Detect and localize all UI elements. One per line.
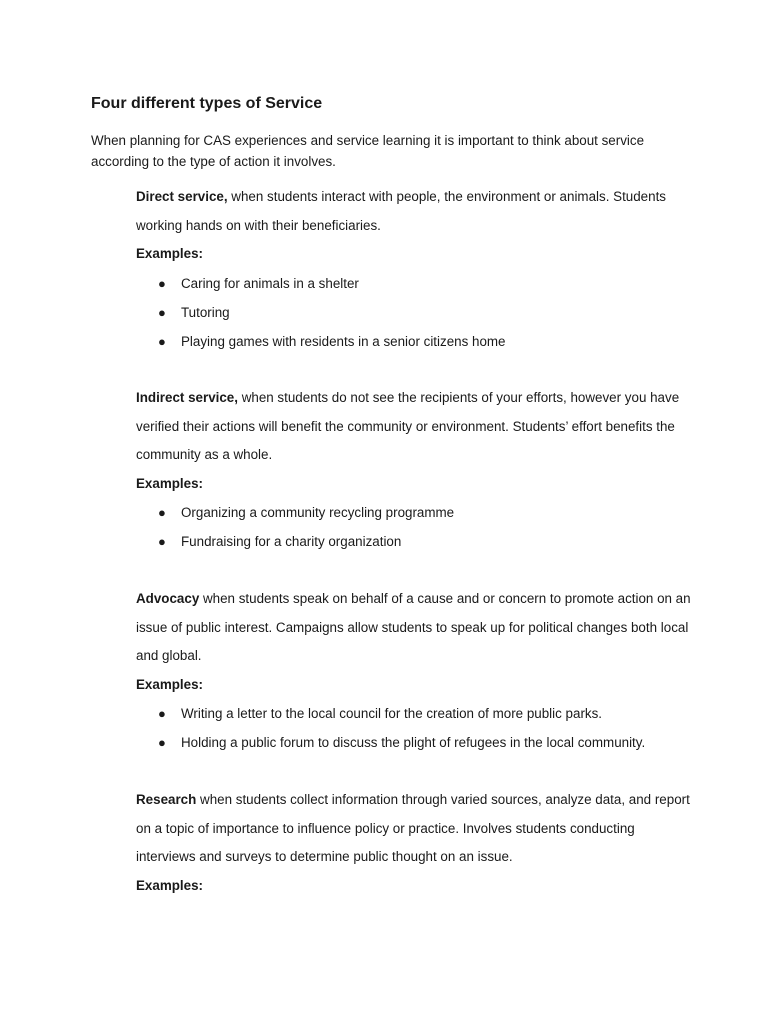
section-text: when students collect information through varied sources, analyze data, and report on a topic of importance to influence policy or practice. Involves students conducting interviews and surveys to determine public thought on an issue.	[136, 792, 690, 864]
section-indirect-service	[136, 384, 696, 556]
bullet-icon: ●	[158, 304, 166, 320]
intro-paragraph: When planning for CAS experiences and service learning it is important to think about service according to the type of action it involves.	[91, 133, 645, 169]
section-text: when students speak on behalf of a cause and or concern to promote action on an issue of public interest. Campaigns allow students to speak up for political changes both local and global.	[136, 591, 691, 663]
section-description	[136, 585, 696, 671]
list-item-text: Playing games with residents in a senior citizens home	[181, 333, 506, 349]
list-item	[136, 498, 696, 527]
examples-list	[136, 699, 696, 757]
section-term: Direct service,	[136, 189, 228, 204]
list-item-text: Caring for animals in a shelter	[181, 275, 359, 291]
section-term: Advocacy	[136, 591, 200, 606]
section-text: when students do not see the recipients of your efforts, however you have verified their actions will benefit the community or environment. Students’ effort benefits the community as a whole.	[136, 390, 680, 462]
examples-label: Examples:	[136, 246, 203, 261]
section-description	[136, 786, 696, 872]
list-item-text: Holding a public forum to discuss the plight of refugees in the local community.	[181, 735, 646, 750]
list-item-text: Fundraising for a charity organization	[181, 534, 402, 549]
bullet-icon: ●	[158, 706, 166, 721]
list-item	[136, 269, 696, 298]
list-item	[136, 298, 696, 327]
examples-list	[136, 498, 696, 556]
examples-label: Examples:	[136, 877, 203, 893]
section-direct-service	[136, 183, 696, 356]
list-item	[136, 699, 696, 728]
section-description	[136, 183, 696, 240]
section-research	[136, 786, 696, 900]
list-item-text: Tutoring	[181, 304, 230, 320]
bullet-icon: ●	[158, 275, 166, 291]
page-title: Four different types of Service	[91, 95, 323, 112]
list-item	[136, 527, 696, 556]
section-description	[136, 384, 696, 470]
list-item-text: Organizing a community recycling programme	[181, 505, 455, 520]
examples-list	[136, 269, 696, 356]
bullet-icon: ●	[158, 534, 166, 549]
section-term: Research	[136, 792, 197, 807]
examples-label: Examples:	[136, 475, 203, 491]
examples-label: Examples:	[136, 676, 203, 692]
section-term: Indirect service,	[136, 390, 238, 405]
list-item-text: Writing a letter to the local council for the creation of more public parks.	[181, 706, 603, 721]
bullet-icon: ●	[158, 505, 166, 520]
section-text: when students interact with people, the environment or animals. Students working hands on with their beneficiaries.	[136, 189, 666, 233]
bullet-icon: ●	[158, 333, 166, 349]
bullet-icon: ●	[158, 735, 166, 750]
list-item	[136, 327, 696, 356]
list-item	[136, 728, 696, 757]
section-advocacy	[136, 585, 696, 757]
